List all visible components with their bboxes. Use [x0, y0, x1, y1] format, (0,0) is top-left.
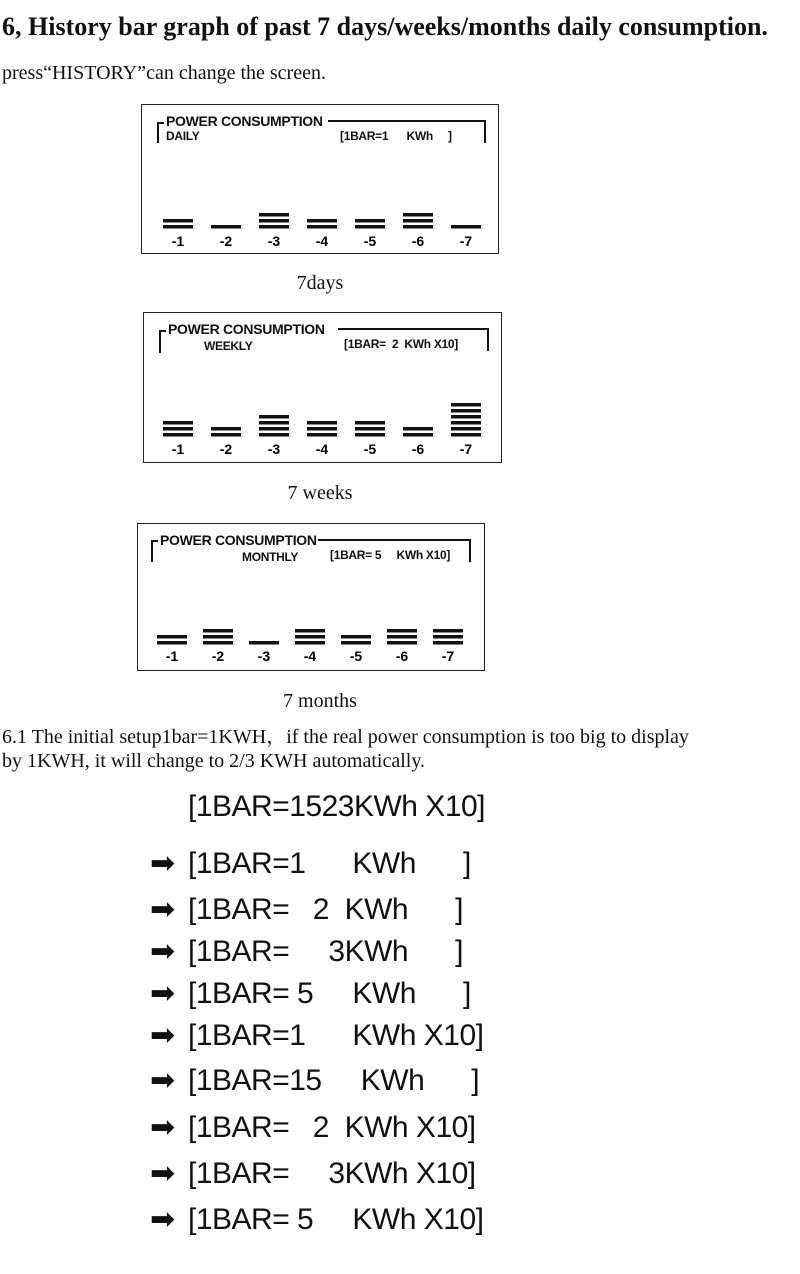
scale-step	[150, 934, 463, 969]
bar-segment	[355, 427, 385, 431]
tick-label: -4	[315, 441, 329, 457]
tick-label: -1	[165, 648, 179, 664]
tick-label: -5	[349, 648, 363, 664]
caption-7days: 7days	[296, 272, 344, 294]
scale-step-text: [1BAR= 2 KWh X10]	[188, 1111, 476, 1144]
bar-segment	[403, 225, 433, 229]
tick-label: -2	[219, 441, 233, 457]
tick-label: -6	[411, 233, 425, 249]
bar-segment	[163, 433, 193, 437]
bar-segment	[259, 225, 289, 229]
bar-segment	[295, 629, 325, 633]
bar-segment	[355, 219, 385, 223]
bar-segment	[341, 641, 371, 645]
bar-segment	[451, 427, 481, 431]
bar--6	[403, 213, 433, 229]
bar-chart	[138, 524, 484, 670]
bar-segment	[387, 629, 417, 633]
bar-segment	[451, 409, 481, 413]
section-heading: 6, History bar graph of past 7 days/weeks/months daily consumption.	[2, 12, 768, 41]
bar-segment	[295, 635, 325, 639]
bar-segment	[341, 635, 371, 639]
scale-step-text: [1BAR= 2 KWh ]	[188, 893, 463, 926]
bar-segment	[403, 219, 433, 223]
scale-step-text: [1BAR= 3KWh X10]	[188, 1157, 476, 1190]
bar--4	[307, 219, 337, 229]
bar-segment	[163, 421, 193, 425]
tick-label: -5	[363, 441, 377, 457]
bar--5	[355, 219, 385, 229]
right-arrow-icon: ➡	[150, 1203, 175, 1236]
scale-step	[150, 976, 471, 1011]
scale-step-text: [1BAR= 3KWh ]	[188, 935, 463, 968]
lcd-screen-daily	[141, 104, 499, 254]
tick-label: -6	[411, 441, 425, 457]
bar-segment	[157, 635, 187, 639]
right-arrow-icon: ➡	[150, 1111, 175, 1144]
lcd-screen-weekly	[143, 312, 502, 463]
screen-title: POWER CONSUMPTION	[160, 532, 317, 548]
right-arrow-icon: ➡	[150, 1064, 175, 1097]
note-line-1: 6.1 The initial setup1bar=1KWH，if the real power consumption is too big to display	[2, 726, 689, 748]
tick-label: -4	[303, 648, 317, 664]
bar-segment	[249, 641, 279, 645]
scale-step	[150, 892, 463, 927]
bar-chart	[144, 313, 501, 462]
period-label: MONTHLY	[242, 550, 299, 564]
bar-segment	[403, 427, 433, 431]
scale-step	[150, 1018, 483, 1053]
bar--2	[211, 427, 241, 437]
tick-label: -6	[395, 648, 409, 664]
bar-segment	[355, 421, 385, 425]
scale-step	[150, 1202, 483, 1237]
bar-segment	[203, 635, 233, 639]
bar--7	[451, 403, 481, 437]
bar-segment	[203, 641, 233, 645]
tick-label: -7	[459, 233, 473, 249]
scale-step-text: [1BAR=15 KWh ]	[188, 1064, 480, 1097]
bar--2	[211, 225, 241, 229]
bar--7	[433, 629, 463, 645]
bar-segment	[433, 635, 463, 639]
right-arrow-icon: ➡	[150, 1019, 175, 1052]
bar--5	[355, 421, 385, 437]
tick-label: -3	[257, 648, 271, 664]
right-arrow-icon: ➡	[150, 935, 175, 968]
bar--4	[307, 421, 337, 437]
bar-segment	[403, 213, 433, 217]
bar-segment	[295, 641, 325, 645]
scale-label: [1BAR=1 KWh ]	[340, 129, 452, 143]
bar--1	[163, 219, 193, 229]
bar--1	[163, 421, 193, 437]
period-label: WEEKLY	[204, 339, 253, 353]
screen-title: POWER CONSUMPTION	[168, 321, 325, 337]
bar-segment	[451, 433, 481, 437]
right-arrow-icon: ➡	[150, 893, 175, 926]
tick-label: -1	[171, 441, 185, 457]
scale-step	[150, 1110, 476, 1145]
bar-segment	[259, 421, 289, 425]
bar-segment	[433, 629, 463, 633]
bar--6	[387, 629, 417, 645]
scale-step	[150, 1156, 476, 1191]
intro-text: press“HISTORY”can change the screen.	[2, 62, 326, 84]
bar-segment	[163, 219, 193, 223]
right-arrow-icon: ➡	[150, 1157, 175, 1190]
bar-segment	[307, 421, 337, 425]
bar-segment	[307, 433, 337, 437]
bar-segment	[355, 225, 385, 229]
bar-chart	[142, 105, 498, 253]
tick-label: -7	[459, 441, 473, 457]
bar--1	[157, 635, 187, 645]
bar--3	[259, 213, 289, 229]
bar-segment	[259, 213, 289, 217]
scale-step-text: [1BAR=1 KWh ]	[188, 847, 471, 880]
bar--5	[341, 635, 371, 645]
bar-segment	[307, 225, 337, 229]
tick-label: -2	[211, 648, 225, 664]
caption-7months: 7 months	[283, 690, 357, 712]
bar-segment	[387, 641, 417, 645]
tick-label: -5	[363, 233, 377, 249]
scale-display	[188, 790, 485, 824]
bar-segment	[211, 225, 241, 229]
bar-segment	[203, 629, 233, 633]
bar-segment	[451, 421, 481, 425]
tick-label: -1	[171, 233, 185, 249]
bar-segment	[157, 641, 187, 645]
right-arrow-icon: ➡	[150, 847, 175, 880]
bar--3	[259, 415, 289, 437]
bar-segment	[451, 403, 481, 407]
bar-segment	[259, 433, 289, 437]
note-line-2: by 1KWH, it will change to 2/3 KWH automatically.	[2, 750, 426, 772]
bar-segment	[307, 219, 337, 223]
bar-segment	[451, 415, 481, 419]
scale-step	[150, 1063, 479, 1098]
bar-segment	[387, 635, 417, 639]
scale-step	[150, 846, 471, 881]
bar-segment	[211, 427, 241, 431]
tick-label: -3	[267, 441, 281, 457]
bar-segment	[307, 427, 337, 431]
scale-step-text: [1BAR= 5 KWh X10]	[188, 1203, 484, 1236]
bar--4	[295, 629, 325, 645]
bar--7	[451, 225, 481, 229]
scale-label: [1BAR= 5 KWh X10]	[330, 548, 451, 562]
right-arrow-icon: ➡	[150, 977, 175, 1010]
screen-title: POWER CONSUMPTION	[166, 113, 323, 129]
scale-step-text: [1BAR=1 KWh X10]	[188, 1019, 484, 1052]
scale-label: [1BAR= 2 KWh X10]	[344, 337, 458, 351]
bar-segment	[451, 225, 481, 229]
lcd-screen-monthly	[137, 523, 485, 671]
bar-segment	[259, 415, 289, 419]
scale-display-text: [1BAR=1523KWh X10]	[188, 790, 486, 823]
bar-segment	[211, 433, 241, 437]
tick-label: -2	[219, 233, 233, 249]
period-label: DAILY	[166, 129, 200, 143]
bar-segment	[433, 641, 463, 645]
bar--2	[203, 629, 233, 645]
tick-label: -7	[441, 648, 455, 664]
scale-step-text: [1BAR= 5 KWh ]	[188, 977, 471, 1010]
tick-label: -3	[267, 233, 281, 249]
bar-segment	[355, 433, 385, 437]
bar-segment	[403, 433, 433, 437]
bar--6	[403, 427, 433, 437]
caption-7weeks: 7 weeks	[287, 482, 353, 504]
bar-segment	[163, 225, 193, 229]
bar--3	[249, 641, 279, 645]
bar-segment	[259, 427, 289, 431]
bar-segment	[163, 427, 193, 431]
bar-segment	[259, 219, 289, 223]
tick-label: -4	[315, 233, 329, 249]
